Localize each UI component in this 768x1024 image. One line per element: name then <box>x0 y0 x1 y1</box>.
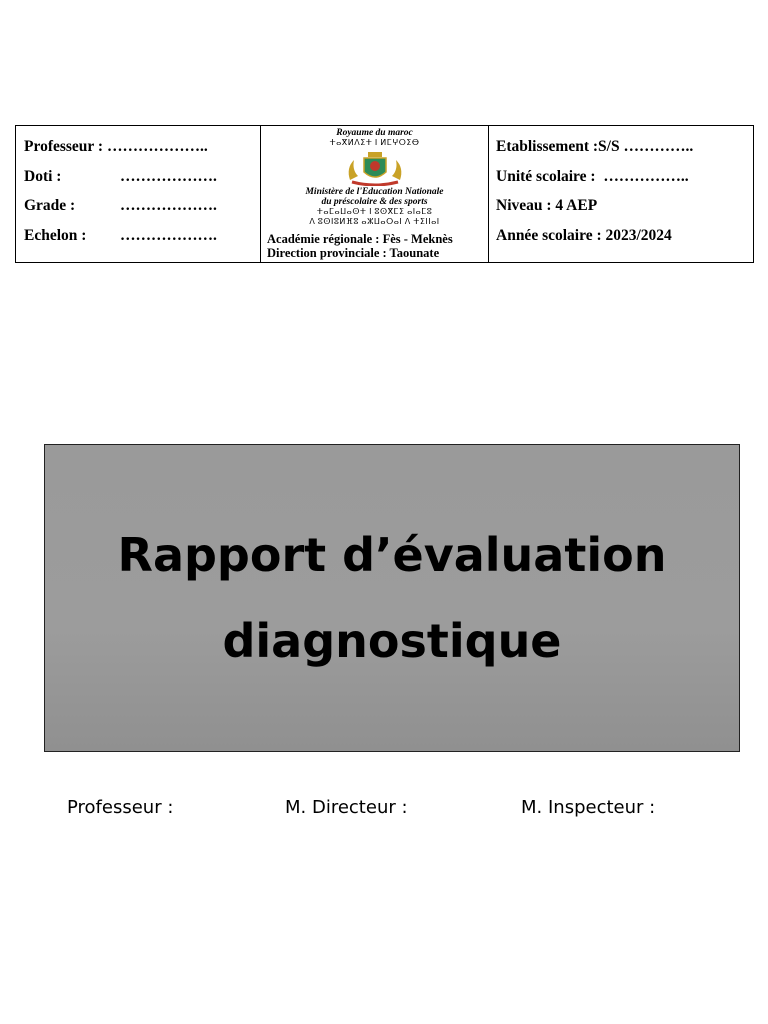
echelon-value: ………………. <box>120 226 217 244</box>
signature-directeur: M. Directeur : <box>285 797 408 818</box>
teacher-row <box>24 138 260 168</box>
grade-label: Grade : <box>24 197 76 214</box>
ministry-line1: Ministère de l'Education Nationale <box>305 187 444 197</box>
ministry-tifinagh-2: ⴷ ⵓⵙⵏⵓⵍⴼⵓ ⴰⵣⵡⴰⵔⴰⵏ ⴷ ⵜⵉⵏⵏⴰⵏ <box>309 217 440 226</box>
annee-row <box>496 227 753 257</box>
doti-value: ………………. <box>120 167 217 185</box>
header-table <box>15 125 754 263</box>
unite-label: Unité scolaire : <box>496 167 596 185</box>
niveau-label: Niveau : 4 AEP <box>496 197 598 214</box>
teacher-value: ……………….. <box>106 138 208 155</box>
school-info-column <box>489 126 753 262</box>
etablissement-row <box>496 138 753 168</box>
signature-inspecteur: M. Inspecteur : <box>521 797 656 818</box>
signature-row <box>0 797 768 821</box>
direction-label: Direction provinciale : Taounate <box>267 246 440 260</box>
teacher-info-column <box>16 126 261 262</box>
doti-row <box>24 168 260 198</box>
academie-label: Académie régionale : Fès - Meknès <box>267 232 453 246</box>
ministry-line2: du préscolaire & des sports <box>321 197 428 207</box>
grade-value: ………………. <box>120 197 217 214</box>
ministry-column <box>261 126 489 262</box>
coat-of-arms-icon <box>344 150 406 186</box>
signature-professeur: Professeur : <box>67 797 174 818</box>
annee-label: Année scolaire : 2023/2024 <box>496 226 672 244</box>
report-title-line1: Rapport d’évaluation <box>117 528 667 582</box>
teacher-label: Professeur : <box>24 138 104 155</box>
etablissement-value: ………….. <box>623 138 694 155</box>
echelon-row <box>24 227 260 257</box>
kingdom-label: Royaume du maroc <box>336 128 413 138</box>
grade-row <box>24 197 260 227</box>
echelon-label: Echelon : <box>24 226 87 244</box>
unite-value: …………….. <box>603 167 689 185</box>
etablissement-label: Etablissement :S/S <box>496 138 620 155</box>
ministry-tifinagh-1: ⵜⴰⵎⴰⵡⴰⵙⵜ ⵏ ⵓⵙⴳⵎⵉ ⴰⵏⴰⵎⵓ <box>316 207 433 216</box>
academie-block <box>267 232 453 260</box>
report-title-box <box>44 444 740 752</box>
niveau-row <box>496 197 753 227</box>
unite-row <box>496 168 753 198</box>
report-title-line2: diagnostique <box>222 614 562 668</box>
kingdom-tifinagh: ⵜⴰⴳⵍⴷⵉⵜ ⵏ ⵍⵎⵖⵔⵉⴱ <box>329 138 420 147</box>
doti-label: Doti : <box>24 167 62 185</box>
